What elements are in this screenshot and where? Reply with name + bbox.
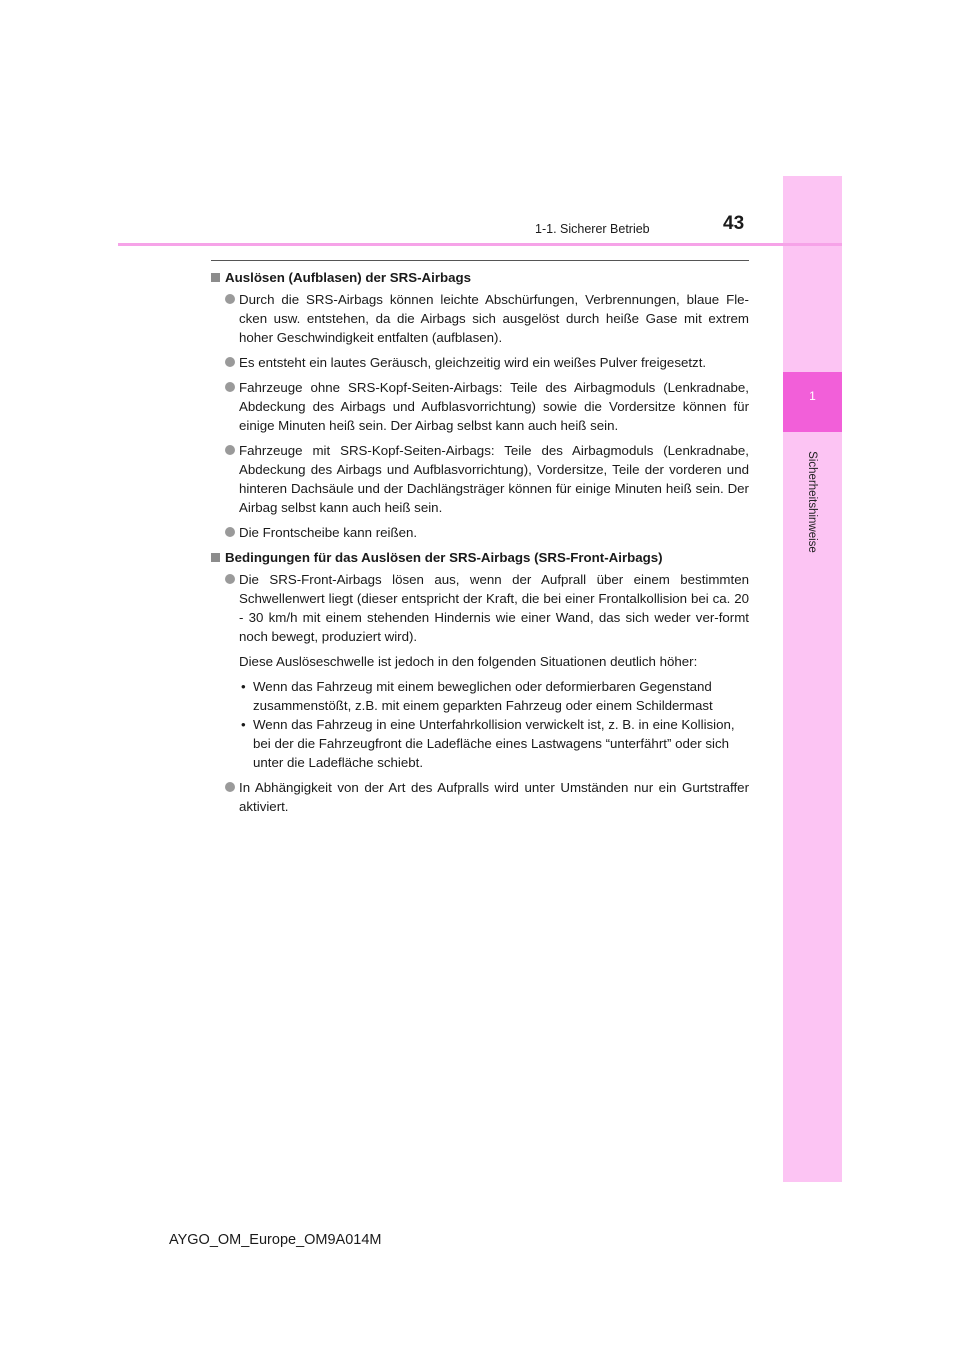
section-title: 1-1. Sicherer Betrieb [535,222,650,236]
list-item: Durch die SRS-Airbags können leichte Abschürfungen, Verbrennungen, blaue Fle-cken usw. entstehen, da die Airbags sich ausgelöst durch heiße Gase mit extrem hoher Geschwindigkeit entfalten (aufblasen). [211,290,749,347]
list-item: Es entsteht ein lautes Geräusch, gleichzeitig wird ein weißes Pulver freigesetzt. [211,353,749,372]
footer-code: AYGO_OM_Europe_OM9A014M [169,1232,382,1248]
threshold-note: Diese Auslöseschwelle ist jedoch in den folgenden Situationen deutlich höher: [239,654,698,669]
page-number: 43 [723,213,745,234]
list-item: Die SRS-Front-Airbags lösen aus, wenn der Aufprall über einem bestimmten Schwellenwert liegt (dieser entspricht der Kraft, die bei einer Frontalkollision bei ca. 20 - 30 km/h mit einem stehenden Hindernis wie einer Wand, das sich weder ver-formt noch bewegt, produziert wird). [211,570,749,646]
list-item: Die Frontscheibe kann reißen. [211,523,749,542]
chapter-label: Sicherheitshinweise [806,451,818,553]
list-item: Fahrzeuge ohne SRS-Kopf-Seiten-Airbags: Teile des Airbagmoduls (Lenkradnabe, Abdeckung des Airbags und Aufblasvorrichtung) sowie die Vordersitze können für einige Minuten heiß sein. Der Airbag selbst kann auch heiß sein. [211,378,749,435]
list-item: In Abhängigkeit von der Art des Aufpralls wird unter Umständen nur ein Gurtstraffer aktiviert. [211,778,749,816]
sub-list-item: • Wenn das Fahrzeug mit einem beweglichen oder deformierbaren Gegenstand zusammenstößt, z.B. mit einem geparkten Fahrzeug oder einem Schildermast [211,677,749,715]
chapter-number: 1 [809,389,816,403]
content-rule [211,260,749,261]
side-strip [783,176,842,1182]
header-line [118,243,842,246]
content-body [211,266,749,822]
heading-airbag-deployment: Auslösen (Aufblasen) der SRS-Airbags [211,268,749,287]
heading-deployment-conditions: Bedingungen für das Auslösen der SRS-Airbags (SRS-Front-Airbags) [211,548,749,567]
list-item: Fahrzeuge mit SRS-Kopf-Seiten-Airbags: Teile des Airbagmoduls (Lenkradnabe, Abdeckung des Airbags und Aufblasvorrichtung), Vordersitze, Teile der vorderen und hinteren Dachsäule und der Dachlängsträger können für einige Minuten heiß sein. Der Airbag selbst kann auch heiß sein. [211,441,749,517]
sub-list-item: • Wenn das Fahrzeug in eine Unterfahrkollision verwickelt ist, z. B. in eine Kollision, bei der die Fahrzeugfront die Ladefläche eines Lastwagens “unterfährt” oder sich unter die Ladefläche schiebt. [211,715,749,772]
